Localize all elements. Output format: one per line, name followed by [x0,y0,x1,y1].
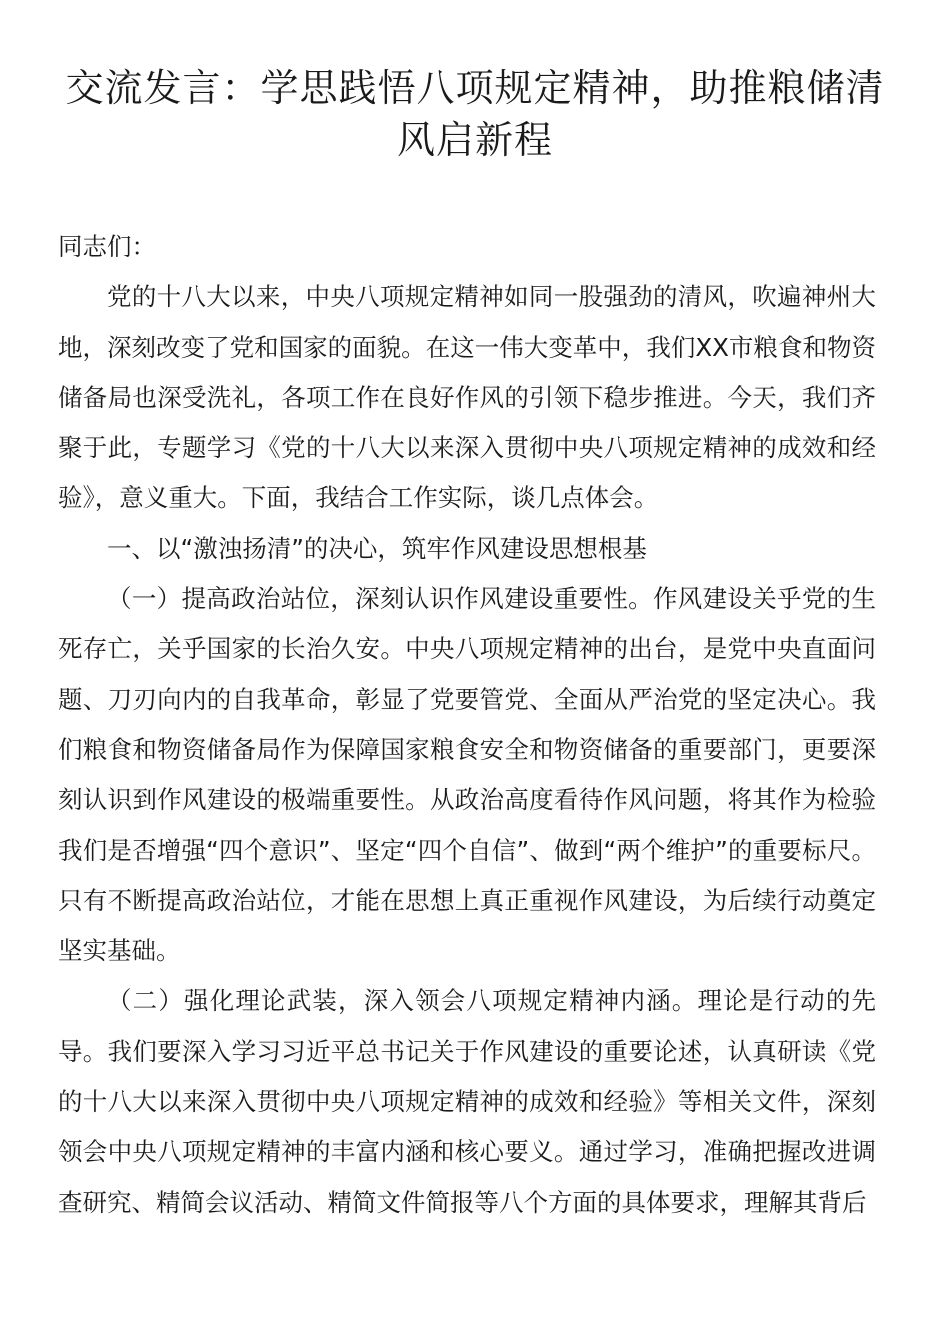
paragraph-intro: 党的十八大以来，中央八项规定精神如同一股强劲的清风，吹遍神州大地，深刻改变了党和国家的面貌。在这一伟大变革中，我们XX市粮食和物资储备局也深受洗礼，各项工作在良好作风的引领下稳步推进。今天，我们齐聚于此，专题学习《党的十八大以来深入贯彻中央八项规定精神的成效和经验》，意义重大。下面，我结合工作实际，谈几点体会。 [58,282,876,513]
paragraph-1-1: （一）提高政治站位，深刻认识作风建设重要性。作风建设关乎党的生死存亡，关乎国家的长治久安。中央八项规定精神的出台，是党中央直面问题、刀刃向内的自我革命，彰显了党要管党、全面从严治党的坚定决心。我们粮食和物资储备局作为保障国家粮食安全和物资储备的重要部门，更要深刻认识到作风建设的极端重要性。从政治高度看待作风问题，将其作为检验我们是否增强“四个意识”、坚定“四个自信”、做到“两个维护”的重要标尺。只有不断提高政治站位，才能在思想上真正重视作风建设，为后续行动奠定坚实基础。 [58,584,876,966]
document-title: 交流发言：学思践悟八项规定精神，助推粮储清风启新程 [65,66,885,162]
paragraph-1-2: （二）强化理论武装，深入领会八项规定精神内涵。理论是行动的先导。我们要深入学习习近平总书记关于作风建设的重要论述，认真研读《党的十八大以来深入贯彻中央八项规定精神的成效和经验》等相关文件，深刻领会中央八项规定精神的丰富内涵和核心要义。通过学习，准确把握改进调查研究、精简会议活动、精简文件简报等八个方面的具体要求，理解其背后 [58,986,876,1217]
section-heading-1: 一、以“激浊扬清”的决心，筑牢作风建设思想根基 [107,533,647,563]
greeting: 同志们： [58,232,156,261]
document-body [58,222,876,1228]
